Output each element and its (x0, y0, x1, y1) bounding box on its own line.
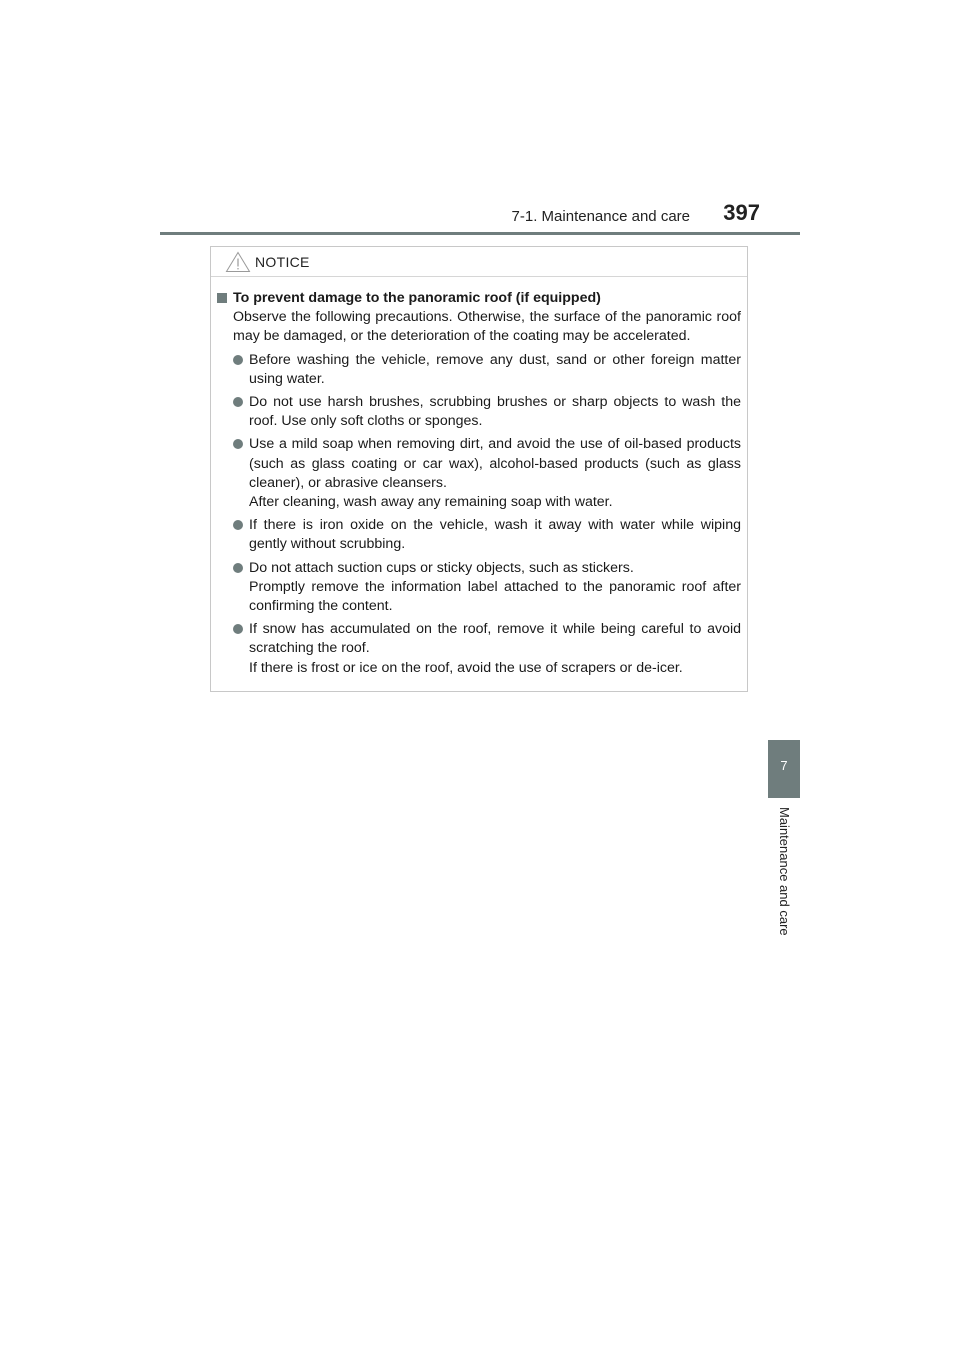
square-bullet-icon (217, 293, 227, 303)
section-title: 7-1. Maintenance and care (511, 208, 690, 225)
list-item (233, 620, 741, 678)
precaution-list (217, 351, 741, 678)
page-number: 397 (723, 200, 760, 225)
notice-box (210, 246, 748, 692)
list-item-line: If snow has accumulated on the roof, remove it while being careful to avoid scratching the roof. (249, 621, 741, 657)
round-bullet-icon (233, 397, 243, 407)
list-item-line: Before washing the vehicle, remove any dust, sand or other foreign matter using water. (249, 351, 741, 387)
notice-heading-text: To prevent damage to the panoramic roof (if equipped) (233, 290, 601, 306)
page-header (160, 200, 800, 234)
list-item (233, 516, 741, 554)
list-item-line: Promptly remove the information label attached to the panoramic roof after confirming the content. (249, 578, 741, 615)
list-item-line: After cleaning, wash away any remaining soap with water. (249, 494, 613, 511)
round-bullet-icon (233, 563, 243, 573)
round-bullet-icon (233, 439, 243, 449)
list-item-line: Do not attach suction cups or sticky objects, such as stickers. (249, 559, 634, 576)
list-item-text (249, 559, 741, 617)
chapter-label: Maintenance and care (777, 807, 792, 936)
notice-body (211, 277, 747, 678)
warning-triangle-icon (225, 251, 251, 273)
list-item-text (249, 516, 741, 554)
list-item-line: If there is iron oxide on the vehicle, wash it away with water while wiping gently without scrubbing. (249, 517, 741, 553)
notice-heading (217, 289, 741, 308)
chapter-number: 7 (780, 758, 788, 773)
list-item (233, 393, 741, 431)
list-item-text (249, 620, 741, 678)
list-item (233, 559, 741, 617)
list-item-text (249, 435, 741, 512)
list-item-text (249, 351, 741, 389)
list-item-line: Use a mild soap when removing dirt, and avoid the use of oil-based products (such as glass coating or car wax), alcohol-based products (such as glass cleaner), or abrasive cleansers. (249, 436, 741, 491)
notice-intro: Observe the following precautions. Otherwise, the surface of the panoramic roof may be damaged, or the deterioration of the coating may be accelerated. (233, 309, 741, 345)
chapter-tab (768, 740, 800, 798)
notice-header (211, 247, 747, 277)
list-item (233, 351, 741, 389)
round-bullet-icon (233, 520, 243, 530)
round-bullet-icon (233, 355, 243, 365)
round-bullet-icon (233, 624, 243, 634)
header-rule (160, 232, 800, 235)
list-item-line: Do not use harsh brushes, scrubbing brushes or sharp objects to wash the roof. Use only soft cloths or sponges. (249, 394, 741, 430)
list-item (233, 435, 741, 512)
list-item-line: If there is frost or ice on the roof, avoid the use of scrapers or de-icer. (249, 659, 683, 676)
notice-title: NOTICE (255, 254, 310, 270)
list-item-text (249, 393, 741, 431)
